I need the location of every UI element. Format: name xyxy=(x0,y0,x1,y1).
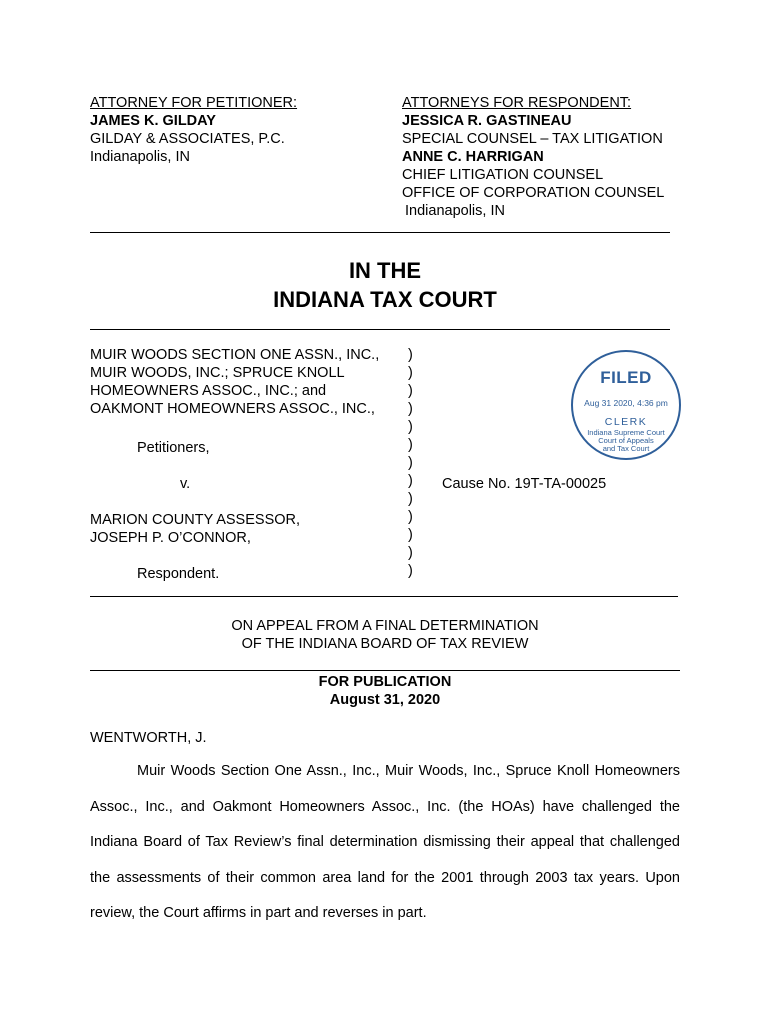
respondent-counsel-block xyxy=(402,94,664,220)
caption-paren: ) xyxy=(408,563,413,579)
respondent-counsel-heading: ATTORNEYS FOR RESPONDENT: xyxy=(402,95,632,111)
appeal-line-2: OF THE INDIANA BOARD OF TAX REVIEW xyxy=(241,636,529,652)
caption-paren: ) xyxy=(408,419,413,435)
caption-paren: ) xyxy=(408,473,413,489)
respondent-city: Indianapolis, IN xyxy=(405,203,505,219)
caption-paren: ) xyxy=(408,455,413,471)
stamp-court xyxy=(573,429,679,453)
caption-paren: ) xyxy=(408,437,413,453)
respondent-attorney-title-2: CHIEF LITIGATION COUNSEL xyxy=(402,167,604,183)
respondent-attorney-name-1: JESSICA R. GASTINEAU xyxy=(402,113,572,129)
court-title-line1: IN THE xyxy=(348,258,422,283)
petitioner-line: MUIR WOODS SECTION ONE ASSN., INC., xyxy=(90,347,380,363)
petitioner-line: HOMEOWNERS ASSOC., INC.; and xyxy=(90,383,327,399)
respondent-line: MARION COUNTY ASSESSOR, xyxy=(90,512,301,528)
judge-name: WENTWORTH, J. xyxy=(90,730,207,746)
caption-paren: ) xyxy=(408,491,413,507)
stamp-court-line: Indiana Supreme Court xyxy=(587,428,665,437)
stamp-filed-label: FILED xyxy=(600,368,652,387)
caption-paren: ) xyxy=(408,545,413,561)
divider-title xyxy=(90,329,670,330)
cause-number: Cause No. 19T-TA-00025 xyxy=(442,476,607,492)
caption-paren: ) xyxy=(408,527,413,543)
petitioner-firm: GILDAY & ASSOCIATES, P.C. xyxy=(90,131,285,147)
caption-paren-column xyxy=(408,346,413,580)
opinion-paragraph: Muir Woods Section One Assn., Inc., Muir Woods, Inc., Spruce Knoll Homeowners Assoc., Inc., and Oakmont Homeowners Assoc., Inc. (the HOAs) have challenged the Indiana Board of Tax Review’s final determination dismissing their appeal that challenged the assessments of their common area land for the 2001 through 2003 tax years. Upon review, the Court affirms in part and reverses in part. xyxy=(90,763,680,921)
respondent-label: Respondent. xyxy=(137,566,220,582)
publication-date: August 31, 2020 xyxy=(329,692,441,708)
respondent-line: JOSEPH P. O’CONNOR, xyxy=(90,530,251,546)
respondent-attorney-name-2: ANNE C. HARRIGAN xyxy=(402,149,544,165)
petitioner-attorney-name: JAMES K. GILDAY xyxy=(90,113,216,129)
publication-label: FOR PUBLICATION xyxy=(318,674,452,690)
divider-appeal xyxy=(90,670,680,671)
respondent-attorney-title-1: SPECIAL COUNSEL – TAX LITIGATION xyxy=(402,131,663,147)
petitioner-counsel-block xyxy=(90,94,297,166)
stamp-court-line: and Tax Court xyxy=(602,444,650,453)
stamp-court-line: Court of Appeals xyxy=(598,436,654,445)
petitioner-line: MUIR WOODS, INC.; SPRUCE KNOLL xyxy=(90,365,345,381)
stamp-timestamp: Aug 31 2020, 4:36 pm xyxy=(584,398,668,408)
caption-respondents xyxy=(90,511,300,547)
petitioner-line: OAKMONT HOMEOWNERS ASSOC., INC., xyxy=(90,401,375,417)
petitioners-label: Petitioners, xyxy=(137,440,210,456)
versus-label: v. xyxy=(180,476,191,492)
stamp-clerk: CLERK xyxy=(604,416,648,428)
appeal-line-1: ON APPEAL FROM A FINAL DETERMINATION xyxy=(231,618,539,634)
caption-paren: ) xyxy=(408,401,413,417)
respondent-office: OFFICE OF CORPORATION COUNSEL xyxy=(402,185,665,201)
caption-paren: ) xyxy=(408,347,413,363)
caption-paren: ) xyxy=(408,509,413,525)
caption-paren: ) xyxy=(408,365,413,381)
petitioner-city: Indianapolis, IN xyxy=(90,149,190,165)
filed-stamp xyxy=(571,350,681,460)
caption-paren: ) xyxy=(408,383,413,399)
court-title-line2: INDIANA TAX COURT xyxy=(273,287,497,312)
petitioner-counsel-heading: ATTORNEY FOR PETITIONER: xyxy=(90,95,298,111)
caption-petitioners xyxy=(90,346,379,418)
divider-caption xyxy=(90,596,678,597)
divider-top xyxy=(90,232,670,233)
